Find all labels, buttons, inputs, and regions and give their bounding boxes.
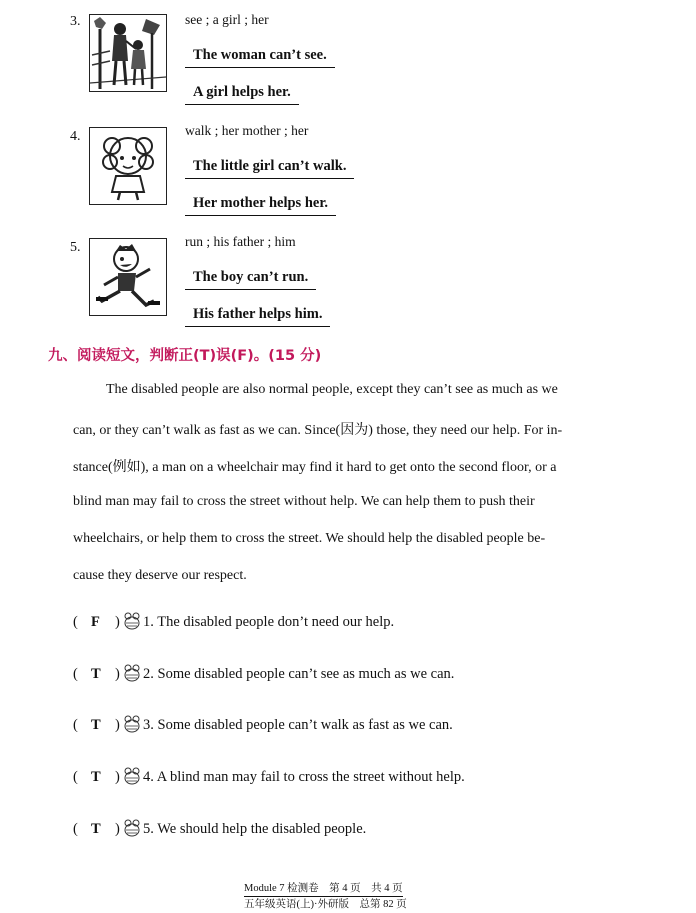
prompt-words: run ; his father ; him	[185, 234, 296, 249]
exercise-item-3	[0, 10, 696, 120]
passage-line: cause they deserve our respect.	[73, 568, 247, 583]
question-row	[73, 611, 394, 631]
passage-line: blind man may fail to cross the street without help. We can help them to push their	[73, 494, 535, 509]
paren-close: )	[115, 666, 120, 682]
answer-line-1: The boy can’t run.	[185, 269, 316, 290]
answer-mark: F	[91, 614, 100, 630]
section-title: 九、阅读短文，判断正(T)误(F)。(15 分)	[48, 348, 322, 364]
paren-open: (	[73, 666, 78, 682]
bee-icon	[121, 663, 143, 683]
paren-close: )	[115, 821, 120, 837]
answer-paren[interactable]	[73, 614, 120, 631]
picture-little-girl-icon	[89, 127, 167, 205]
passage-line: stance(例如), a man on a wheelchair may find it hard to get onto the second floor, or a	[73, 460, 557, 475]
question-text: 3. Some disabled people can’t walk as fast as we can.	[143, 717, 453, 733]
question-text: 1. The disabled people don’t need our help.	[143, 614, 395, 630]
footer-line-2: 五年级英语(上)·外研版 总第 82 页	[244, 899, 407, 910]
picture-woman-and-girl-icon	[89, 14, 167, 92]
question-row	[73, 663, 454, 683]
answer-paren[interactable]	[73, 666, 120, 683]
question-text: 2. Some disabled people can’t see as much as we can.	[143, 666, 455, 682]
prompt-words: see ; a girl ; her	[185, 12, 269, 27]
paren-close: )	[115, 717, 120, 733]
paren-close: )	[115, 769, 120, 785]
answer-paren[interactable]	[73, 717, 120, 734]
answer-line-1: The woman can’t see.	[185, 47, 335, 68]
answer-line-2: A girl helps her.	[185, 84, 299, 105]
passage-line: can, or they can’t walk as fast as we can. Since(因为) those, they need our help. For in-	[73, 423, 563, 438]
paren-open: (	[73, 614, 78, 630]
item-number: 4.	[70, 129, 81, 144]
answer-line-2: Her mother helps her.	[185, 195, 336, 216]
question-row	[73, 714, 453, 734]
question-text: 4. A blind man may fail to cross the street without help.	[143, 769, 465, 785]
paren-open: (	[73, 821, 78, 837]
bee-icon	[121, 714, 143, 734]
exercise-item-4	[0, 121, 696, 231]
answer-mark: T	[91, 821, 101, 837]
item-number: 5.	[70, 240, 81, 255]
passage-line: wheelchairs, or help them to cross the street. We should help the disabled people be-	[73, 531, 546, 546]
answer-mark: T	[91, 769, 101, 785]
exercise-item-5	[0, 232, 696, 342]
answer-paren[interactable]	[73, 821, 120, 838]
bee-icon	[121, 818, 143, 838]
question-row	[73, 766, 465, 786]
prompt-words: walk ; her mother ; her	[185, 123, 309, 138]
item-number: 3.	[70, 14, 81, 29]
bee-icon	[121, 766, 143, 786]
bee-icon	[121, 611, 143, 631]
answer-line-1: The little girl can’t walk.	[185, 158, 354, 179]
paren-open: (	[73, 717, 78, 733]
passage-line: The disabled people are also normal people, except they can’t see as much as we	[106, 382, 558, 397]
question-text: 5. We should help the disabled people.	[143, 821, 367, 837]
paren-open: (	[73, 769, 78, 785]
paren-close: )	[115, 614, 120, 630]
answer-mark: T	[91, 666, 101, 682]
footer-line-1: Module 7 检测卷 第 4 页 共 4 页	[244, 880, 403, 897]
picture-boy-running-icon	[89, 238, 167, 316]
answer-paren[interactable]	[73, 769, 120, 786]
question-row	[73, 818, 366, 838]
answer-line-2: His father helps him.	[185, 306, 330, 327]
answer-mark: T	[91, 717, 101, 733]
